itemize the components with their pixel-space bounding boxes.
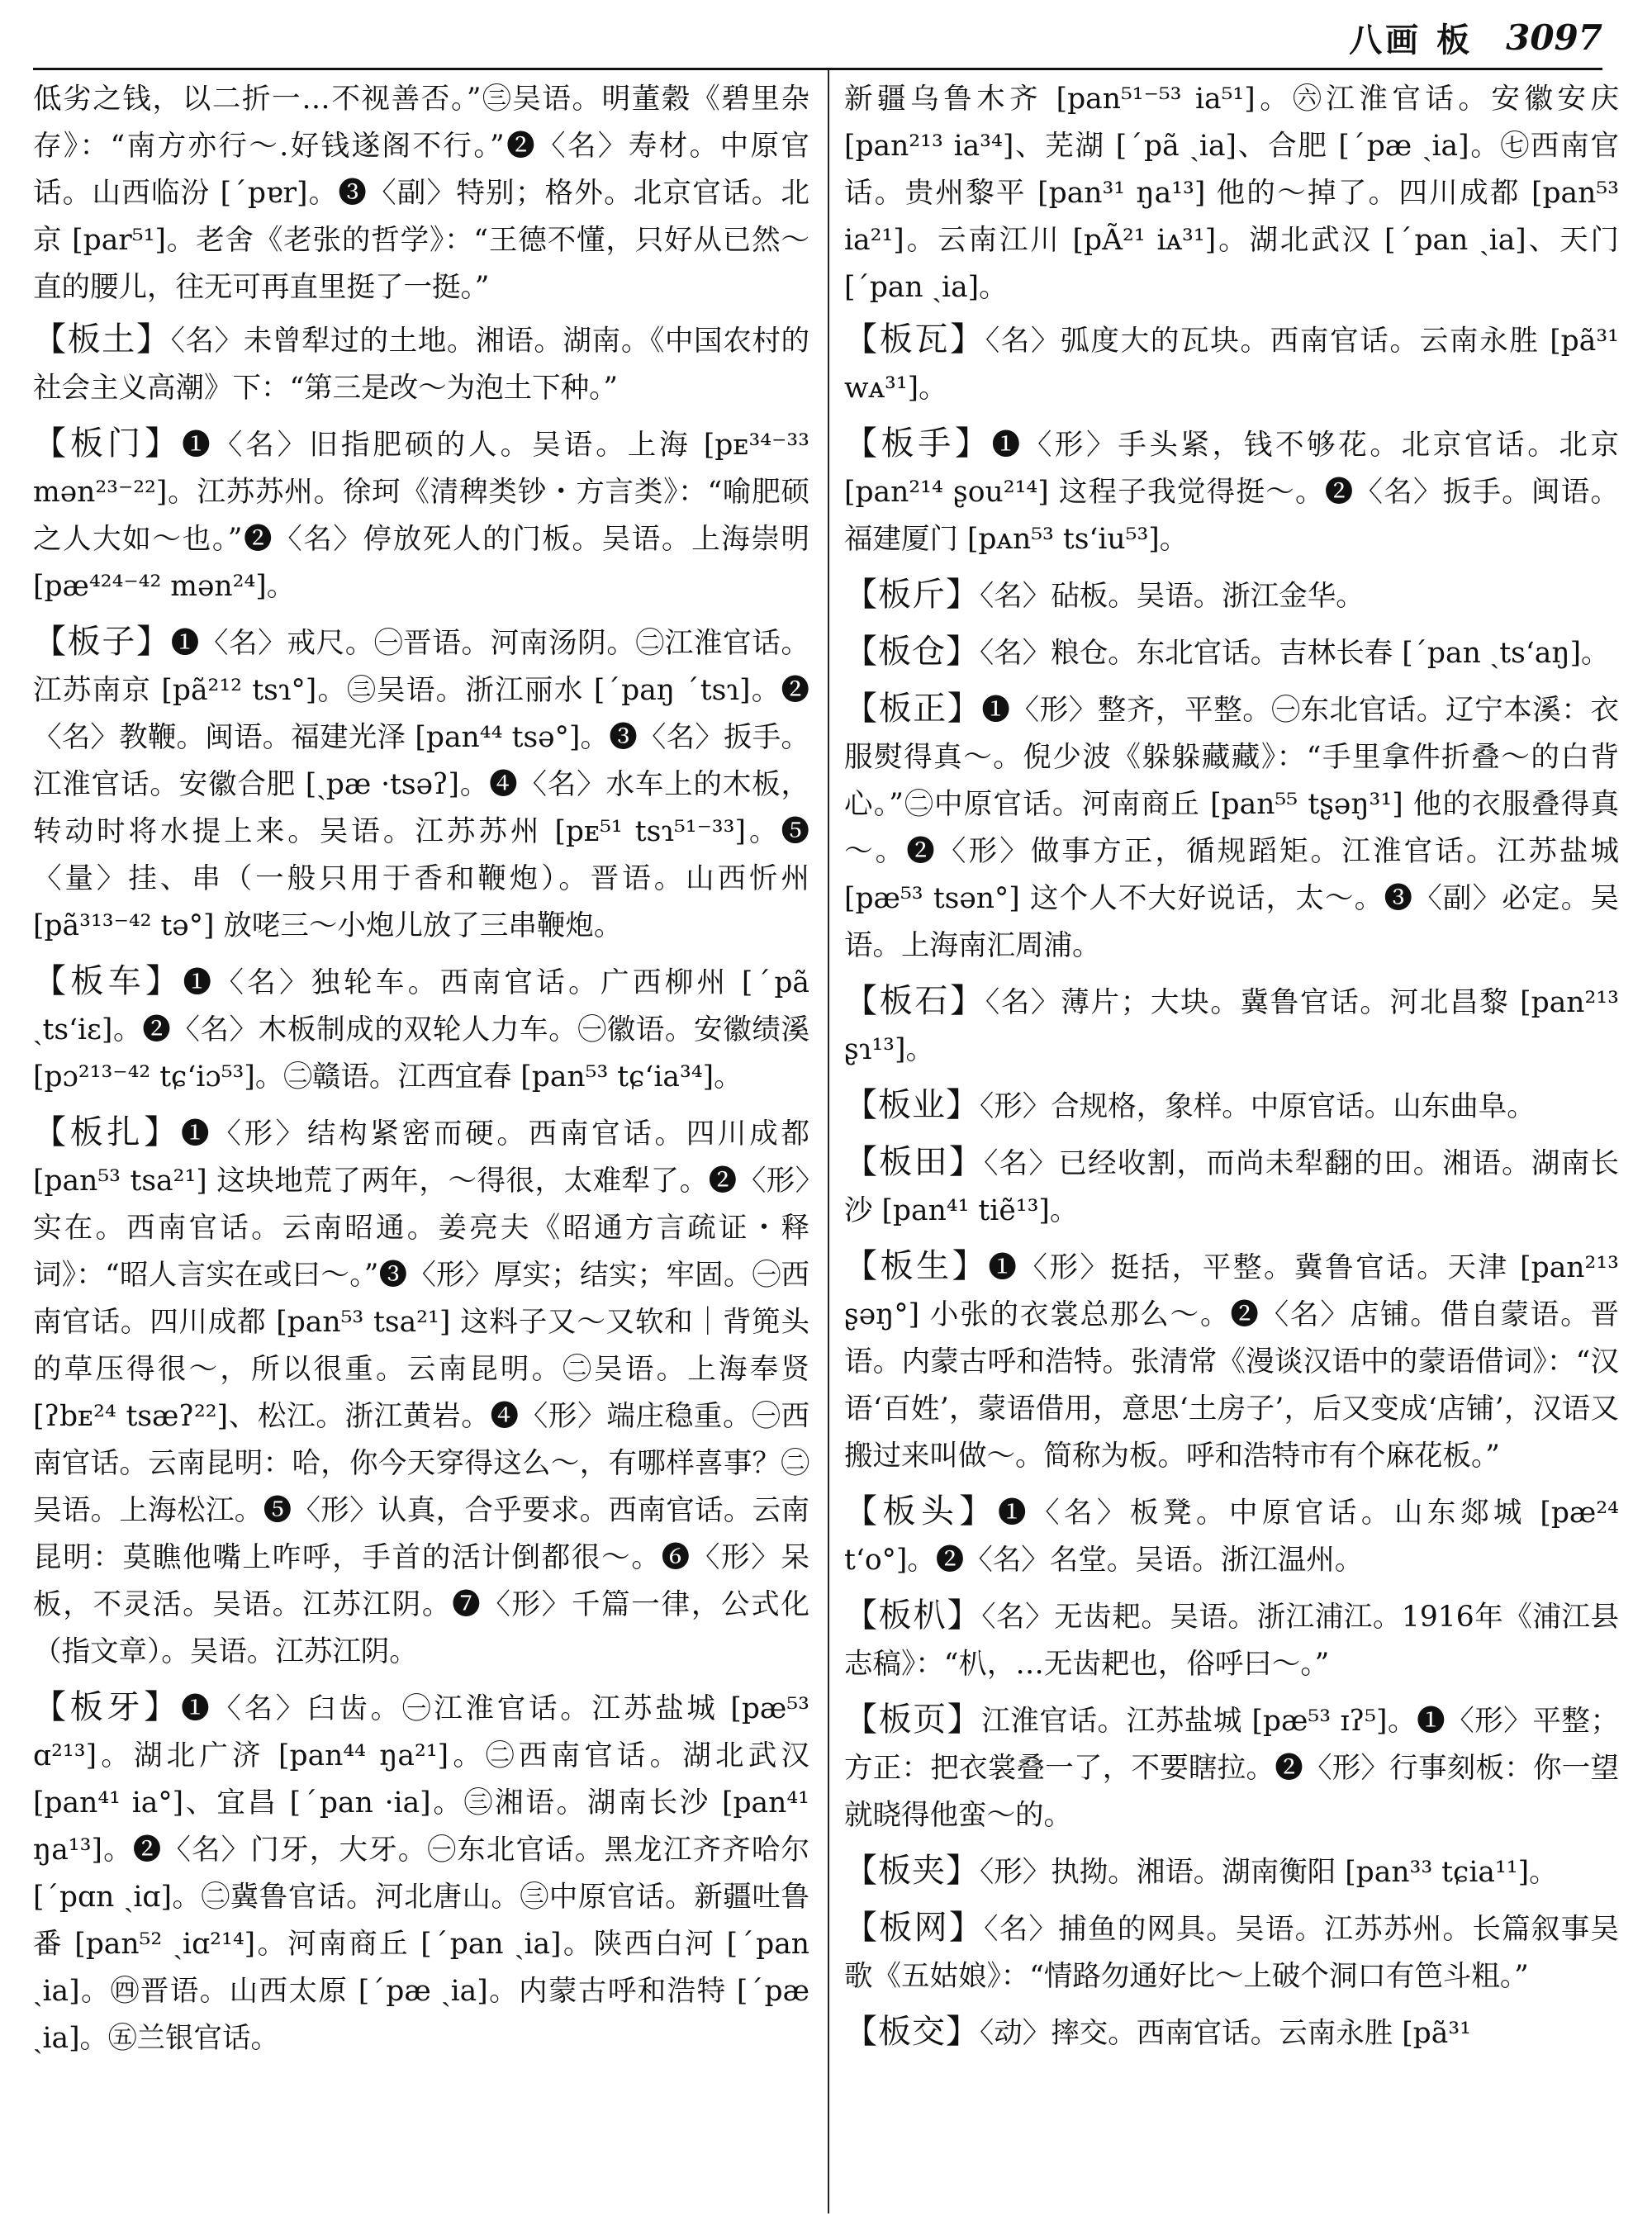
continuation-text: 低劣之钱，以二折一…不视善否。”㊂吴语。明董穀《碧里杂存》：“南方亦行～.好钱遂阁不行。”❷〈名〉寿材。中原官话。山西临汾 [ˊpɐr]。❸〈副〉特别；格外。北京官话。北京 [par⁵¹]。老舍《老张的哲学》：“王德不懂，只好从已然～直的腰儿，往无可再直里挺了一挺。” bbox=[33, 83, 809, 304]
entry-definition: 〈名〉薄片；大块。冀鲁官话。河北昌黎 [pan²¹³ ʂɿ¹³]。 bbox=[844, 986, 1619, 1066]
dictionary-entry bbox=[844, 1848, 1619, 1896]
left-column bbox=[33, 76, 809, 2213]
entry-definition: ❶〈形〉结构紧密而硬。西南官话。四川成都 [pan⁵³ tsa²¹] 这块地荒了两年，～得很，太难犁了。❷〈形〉实在。西南官话。云南昭通。姜亮夫《昭通方言疏证・释词》：“昭人言实在或曰～。”❸〈形〉厚实；结实；牢固。㊀西南官话。四川成都 [pan⁵³ tsa²¹] 这料子又～又软和｜背篼头的草压得很～，所以很重。云南昆明。㊁吴语。上海奉贤 [ʔbᴇ²⁴ tsæʔ²²]、松江。浙江黄岩。❹〈形〉端庄稳重。㊀西南官话。云南昆明：哈，你今天穿得这么～，有哪样喜事？㊁吴语。上海松江。❺〈形〉认真，合乎要求。西南官话。云南昆明：莫瞧他嘴上咋呼，手首的活计倒都很～。❻〈形〉呆板，不灵活。吴语。江苏江阴。❼〈形〉千篇一律，公式化（指文章）。吴语。江苏江阴。 bbox=[33, 1117, 809, 1668]
dictionary-entry bbox=[33, 420, 809, 610]
dictionary-entry bbox=[844, 978, 1619, 1074]
entry-headword: 【板石】 bbox=[844, 982, 985, 1020]
dictionary-entry bbox=[33, 1109, 809, 1676]
entry-definition: 〈名〉粮仓。东北官话。吉林长春 [ˊpan ˏtsʻaŋ]。 bbox=[980, 637, 1610, 670]
entry-headword: 【板生】 bbox=[844, 1247, 989, 1285]
entry-headword: 【板瓦】 bbox=[844, 320, 985, 358]
entry-definition: 〈形〉合规格，象样。中原官话。山东曲阜。 bbox=[980, 1090, 1536, 1123]
entry-headword: 【板朳】 bbox=[844, 1597, 982, 1635]
entry-headword: 【板子】 bbox=[33, 623, 171, 661]
section-title: 八画 板 bbox=[1349, 20, 1474, 59]
dictionary-entry bbox=[844, 420, 1619, 563]
entry-definition: 〈名〉弧度大的瓦块。西南官话。云南永胜 [pã³¹ wᴀ³¹]。 bbox=[844, 325, 1619, 405]
entry-definition: 〈动〉摔交。西南官话。云南永胜 [pã³¹ bbox=[980, 2017, 1471, 2050]
right-column bbox=[844, 76, 1619, 2213]
left-entries bbox=[33, 316, 809, 2062]
entry-headword: 【板仓】 bbox=[844, 633, 980, 671]
entry-definition: ❶〈名〉旧指肥硕的人。吴语。上海 [pᴇ³⁴⁻³³ mən²³⁻²²]。江苏苏州。徐珂《清稗类钞・方言类》：“喻肥硕之人大如～也。”❷〈名〉停放死人的门板。吴语。上海崇明 [pæ⁴²⁴⁻⁴² mən²⁴]。 bbox=[33, 429, 809, 603]
entry-headword: 【板网】 bbox=[844, 1909, 985, 1947]
entry-definition: ❶〈名〉独轮车。西南官话。广西柳州 [ˊpã ˏtsʻiɛ]。❷〈名〉木板制成的双轮人力车。㊀徽语。安徽绩溪 [pɔ²¹³⁻⁴² tɕʻiɔ⁵³]。㊁赣语。江西宜春 [pan⁵³ tɕʻia³⁴]。 bbox=[33, 966, 809, 1094]
page-number: 3097 bbox=[1506, 17, 1602, 58]
dictionary-entry bbox=[33, 1684, 809, 2062]
dictionary-entry bbox=[33, 958, 809, 1101]
entry-definition: ❶〈形〉整齐，平整。㊀东北官话。辽宁本溪：衣服熨得真～。倪少波《躲躲藏藏》：“手里拿件折叠～的白背心。”㊁中原官话。河南商丘 [pan⁵⁵ tʂəŋ³¹] 他的衣服叠得真～。❷〈形〉做事方正，循规蹈矩。江淮官话。江苏盐城 [pæ⁵³ tsən°] 这个人不大好说话，太～。❸〈副〉必定。吴语。上海南汇周浦。 bbox=[844, 694, 1619, 962]
dictionary-entry bbox=[844, 1488, 1619, 1584]
dictionary-entry bbox=[33, 316, 809, 412]
dictionary-entry bbox=[844, 1139, 1619, 1235]
dictionary-entry bbox=[844, 2009, 1619, 2057]
entry-definition: ❶〈形〉挺括，平整。冀鲁官话。天津 [pan²¹³ ʂəŋ°] 小张的衣裳总那么～。❷〈名〉店铺。借自蒙语。晋语。内蒙古呼和浩特。张清常《漫谈汉语中的蒙语借词》：“汉语‘百姓’，蒙语借用，意思‘土房子’，后又变成‘店铺’，汉语又搬过来叫做～。简称为板。呼和浩特市有个麻花板。” bbox=[844, 1251, 1619, 1473]
entry-headword: 【板业】 bbox=[844, 1086, 980, 1124]
entry-definition: 江淮官话。江苏盐城 [pæ⁵³ ɪʔ⁵]。❶〈形〉平整；方正：把衣裳叠一了，不要瞎拉。❷〈形〉行事刻板：你一望就晓得他蛮～的。 bbox=[844, 1705, 1619, 1832]
dictionary-entry bbox=[844, 1243, 1619, 1480]
entry-definition: 〈名〉已经收割，而尚未犁翻的田。湘语。湖南长沙 [pan⁴¹ tiẽ¹³]。 bbox=[844, 1147, 1619, 1227]
entry-definition: 〈名〉无齿耙。吴语。浙江浦江。1916年《浦江县志稿》：“朳，…无齿耙也，俗呼曰～。” bbox=[844, 1601, 1619, 1681]
entry-headword: 【板交】 bbox=[844, 2013, 980, 2051]
entry-headword: 【板正】 bbox=[844, 690, 982, 728]
page-header bbox=[33, 8, 1602, 66]
entry-definition: ❶〈名〉臼齿。㊀江淮官话。江苏盐城 [pæ⁵³ ɑ²¹³]。湖北广济 [pan⁴⁴ ŋa²¹]。㊁西南官话。湖北武汉 [pan⁴¹ ia°]、宜昌 [ˊpan ·ia]。㊂湘语。湖南长沙 [pan⁴¹ ŋa¹³]。❷〈名〉门牙，大牙。㊀东北官话。黑龙江齐齐哈尔 [ˊpɑn ˏiɑ]。㊁冀鲁官话。河北唐山。㊂中原官话。新疆吐鲁番 [pan⁵² ˏiɑ²¹⁴]。河南商丘 [ˊpan ˏia]。陕西白河 [ˊpan ˏia]。㊃晋语。山西太原 [ˊpæ ˏia]。内蒙古呼和浩特 [ˊpæ ˏia]。㊄兰银官话。 bbox=[33, 1692, 809, 2055]
entry-headword: 【板夹】 bbox=[844, 1852, 980, 1890]
entry-definition: 〈名〉捕鱼的网具。吴语。江苏苏州。长篇叙事吴歌《五姑娘》：“情路勿通好比～上破个洞口有笆斗粗。” bbox=[844, 1913, 1619, 1993]
entry-definition: 〈形〉执拗。湘语。湖南衡阳 [pan³³ tɕia¹¹]。 bbox=[980, 1856, 1558, 1889]
dictionary-entry bbox=[844, 629, 1619, 677]
entry-headword: 【板门】 bbox=[33, 425, 183, 463]
entry-definition: ❶〈形〉手头紧，钱不够花。北京官话。北京 [pan²¹⁴ ʂou²¹⁴] 这程子我觉得挺～。❷〈名〉扳手。闽语。福建厦门 [pᴀn⁵³ tsʻiu⁵³]。 bbox=[844, 429, 1619, 556]
dictionary-entry bbox=[844, 1696, 1619, 1839]
continuation-text: 新疆乌鲁木齐 [pan⁵¹⁻⁵³ ia⁵¹]。㊅江淮官话。安徽安庆 [pan²¹³ ia³⁴]、芜湖 [ˊpã ˏia]、合肥 [ˊpæ ˏia]。㊆西南官话。贵州黎平 [pan³¹ ŋa¹³] 他的～掉了。四川成都 [pan⁵³ ia²¹]。云南江川 [pÃ²¹ iᴀ³¹]。湖北武汉 [ˊpan ˏia]、天门 [ˊpan ˏia]。 bbox=[844, 83, 1619, 304]
entry-definition: ❶〈名〉板凳。中原官话。山东郯城 [pæ²⁴ tʻo°]。❷〈名〉名堂。吴语。浙江温州。 bbox=[844, 1497, 1619, 1577]
entry-headword: 【板田】 bbox=[844, 1143, 985, 1181]
dictionary-entry bbox=[844, 1082, 1619, 1131]
dictionary-entry bbox=[844, 686, 1619, 970]
entry-headword: 【板牙】 bbox=[33, 1688, 182, 1726]
column-divider bbox=[828, 69, 829, 2213]
entry-headword: 【板页】 bbox=[844, 1701, 982, 1739]
entry-definition: ❶〈名〉戒尺。㊀晋语。河南汤阴。㊁江淮官话。江苏南京 [pã²¹² tsɿ°]。㊂吴语。浙江丽水 [ˊpaŋ ˊtsɿ]。❷〈名〉教鞭。闽语。福建光泽 [pan⁴⁴ tsə°]。❸〈名〉扳手。江淮官话。安徽合肥 [ˏpæ ·tsəʔ]。❹〈名〉水车上的木板，转动时将水提上来。吴语。江苏苏州 [pᴇ⁵¹ tsɿ⁵¹⁻³³]。❺〈量〉挂、串（一般只用于香和鞭炮）。晋语。山西忻州 [pã³¹³⁻⁴² tə°] 放咾三～小炮儿放了三串鞭炮。 bbox=[33, 627, 809, 942]
entry-headword: 【板车】 bbox=[33, 962, 183, 1000]
entry-definition: 〈名〉砧板。吴语。浙江金华。 bbox=[980, 580, 1365, 613]
dictionary-entry bbox=[844, 572, 1619, 620]
dictionary-entry bbox=[844, 1905, 1619, 2000]
right-entries bbox=[844, 316, 1619, 2057]
entry-headword: 【板手】 bbox=[844, 425, 992, 463]
dictionary-entry bbox=[844, 316, 1619, 412]
dictionary-entry bbox=[33, 619, 809, 950]
entry-definition: 〈名〉未曾犁过的土地。湘语。湖南。《中国农村的社会主义高潮》下：“第三是改～为泡土下种。” bbox=[33, 325, 809, 405]
entry-headword: 【板头】 bbox=[844, 1492, 998, 1530]
entry-headword: 【板斤】 bbox=[844, 576, 980, 614]
header-rule bbox=[33, 68, 1602, 70]
dictionary-entry bbox=[844, 1592, 1619, 1688]
entry-headword: 【板土】 bbox=[33, 320, 171, 358]
entry-headword: 【板扎】 bbox=[33, 1113, 181, 1151]
